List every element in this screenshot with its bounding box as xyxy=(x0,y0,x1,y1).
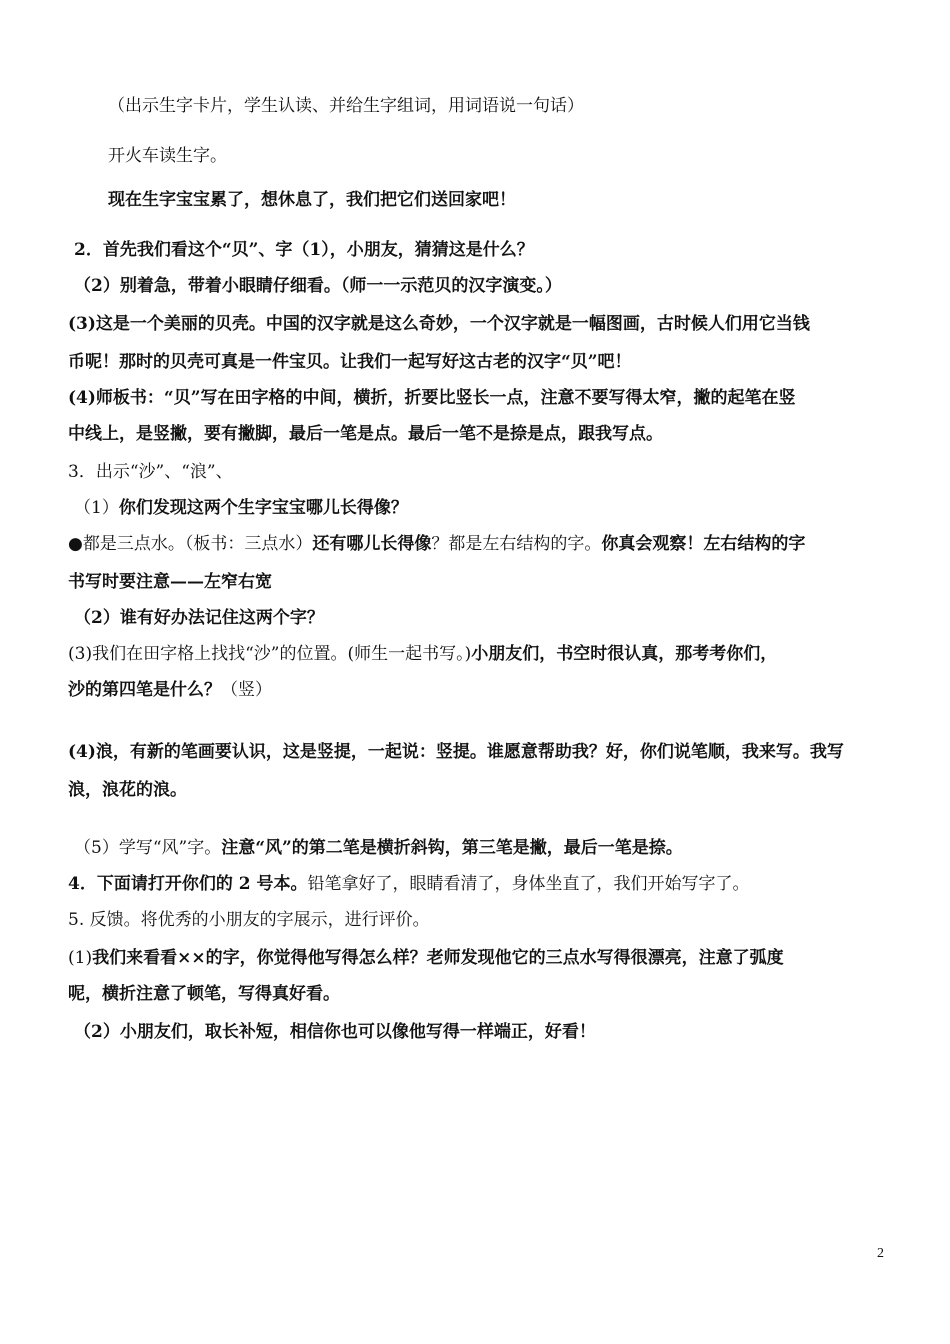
text-run: 你真会观察！左右结构的字 xyxy=(601,534,806,554)
text-run: 我们来看看××的字，你觉得他写得怎么样？老师发现他它的三点水写得很漂亮，注意了弧度 xyxy=(92,948,784,968)
paragraph-line: （出示生字卡片，学生认读、并给生字组词，用词语说一句话） xyxy=(108,96,584,116)
paragraph-line xyxy=(68,526,888,562)
paragraph-line: (3)这是一个美丽的贝壳。中国的汉字就是这么奇妙，一个汉字就是一幅图画，古时候人们用它当钱 xyxy=(68,314,810,334)
paragraph-line xyxy=(74,490,894,526)
paragraph-line xyxy=(68,672,888,708)
paragraph-line: 3．出示“沙”、“浪”、 xyxy=(68,462,233,482)
paragraph-line: 币呢！那时的贝壳可真是一件宝贝。让我们一起写好这古老的汉字“贝”吧！ xyxy=(68,352,632,372)
paragraph-line: 中线上，是竖撇，要有撇脚，最后一笔是点。最后一笔不是捺是点，跟我写点。 xyxy=(68,424,663,444)
paragraph-line: （2）谁有好办法记住这两个字？ xyxy=(74,608,324,628)
text-run: （5）学写“风”字。 xyxy=(74,838,222,858)
paragraph-line: 开火车读生字。 xyxy=(108,146,227,166)
text-run: 小朋友们，书空时很认真，那考考你们， xyxy=(471,644,778,664)
text-run: 4．下面请打开你们的 2 号本。 xyxy=(68,874,308,894)
text-run: (1) xyxy=(68,948,93,968)
text-run: 还有哪儿长得像 xyxy=(312,534,432,554)
paragraph-line: 浪，浪花的浪。 xyxy=(68,780,187,800)
paragraph-line: 5. 反馈。将优秀的小朋友的字展示，进行评价。 xyxy=(68,910,430,930)
text-run: （1） xyxy=(74,498,119,518)
text-run: 沙的第四笔是什么？ xyxy=(68,680,221,700)
paragraph-line: (4)浪，有新的笔画要认识，这是竖提，一起说：竖提。谁愿意帮助我？好，你们说笔顺，我来写。我写 xyxy=(68,742,844,762)
paragraph-line: （2）小朋友们，取长补短，相信你也可以像他写得一样端正，好看！ xyxy=(74,1022,596,1042)
text-run: ？都是左右结构的字。 xyxy=(431,534,602,554)
paragraph-line: 书写时要注意——左窄右宽 xyxy=(68,572,272,592)
paragraph-line: 现在生字宝宝累了，想休息了，我们把它们送回家吧！ xyxy=(108,190,516,210)
page-number: 2 xyxy=(877,1246,884,1261)
text-run: 注意“风”的第二笔是横折斜钩，第三笔是撇，最后一笔是捺。 xyxy=(221,838,683,858)
paragraph-line: 呢，横折注意了顿笔，写得真好看。 xyxy=(68,984,340,1004)
text-run: (3)我们在田字格上找找“沙”的位置。(师生一起书写。) xyxy=(68,644,472,664)
paragraph-line xyxy=(68,636,888,672)
text-run: ●都是三点水。（板书：三点水） xyxy=(68,534,313,554)
text-run: 你们发现这两个生字宝宝哪儿长得像？ xyxy=(118,498,408,518)
text-run: （竖） xyxy=(221,680,272,700)
paragraph-line: 2．首先我们看这个“贝”、字（1），小朋友，猜猜这是什么？ xyxy=(74,240,534,260)
paragraph-line: （2）别着急，带着小眼睛仔细看。（师一一示范贝的汉字演变。） xyxy=(74,276,562,296)
paragraph-line xyxy=(74,830,894,866)
paragraph-line xyxy=(68,866,888,902)
text-run: 铅笔拿好了，眼睛看清了，身体坐直了，我们开始写字了。 xyxy=(307,874,750,894)
paragraph-line: (4)师板书：“贝”写在田字格的中间，横折，折要比竖长一点，注意不要写得太窄，撇的起笔在竖 xyxy=(68,388,796,408)
paragraph-line xyxy=(68,940,888,976)
